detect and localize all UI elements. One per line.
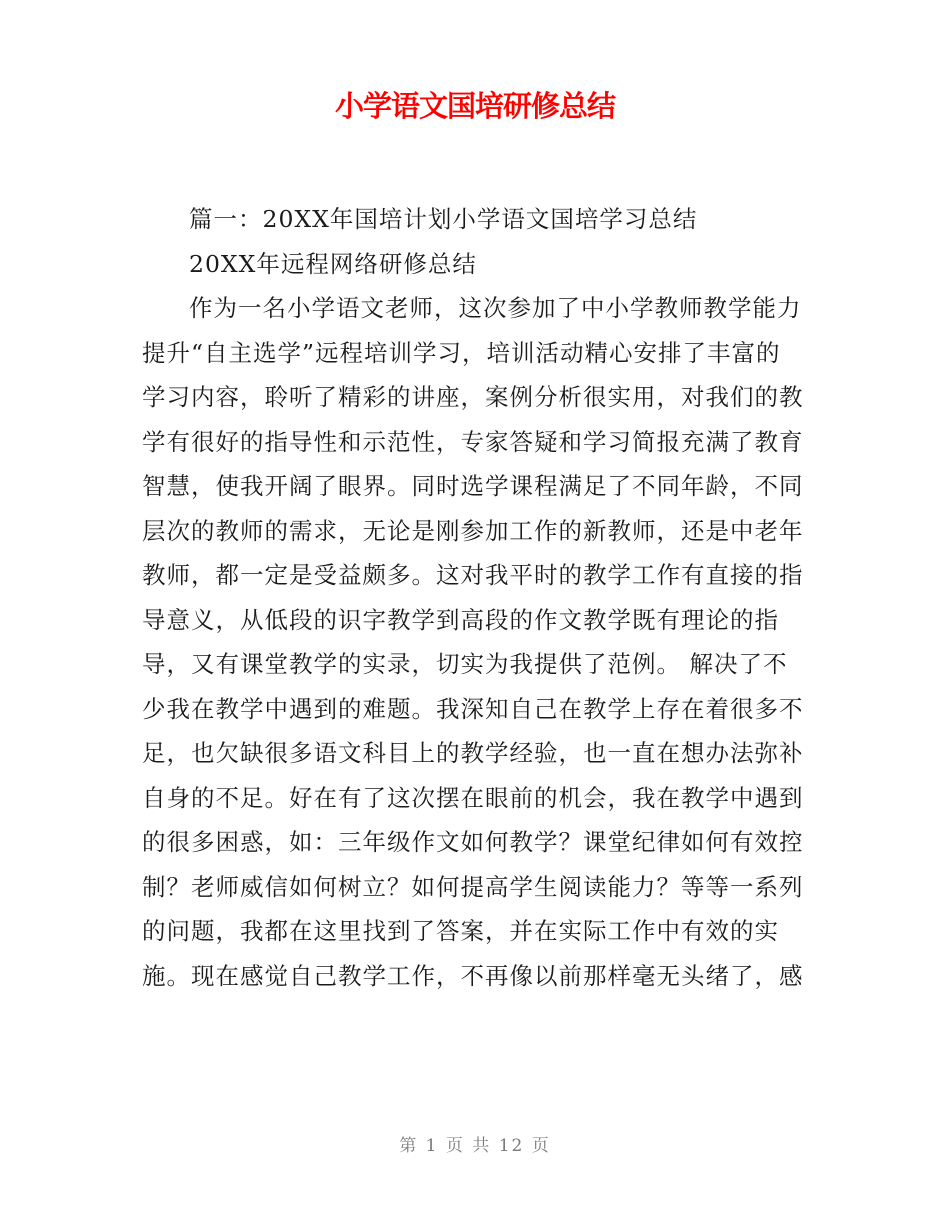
paragraph-line: 少我在教学中遇到的难题。我深知自己在教学上存在着很多不: [142, 694, 804, 723]
paragraph-line: 作为一名小学语文老师，这次参加了中小学教师教学能力: [189, 294, 802, 322]
paragraph-line: 的很多困惑，如：三年级作文如何教学？课堂纪律如何有效控: [142, 828, 804, 856]
paragraph-line: 学习内容，聆听了精彩的讲座，案例分析很实用，对我们的教: [142, 383, 804, 411]
paragraph-line: 施。现在感觉自己教学工作，不再像以前那样毫无头绪了，感: [142, 961, 804, 990]
paragraph-line: 导，又有课堂教学的实录，切实为我提供了范例。 解决了不: [142, 650, 788, 678]
paragraph-line: 智慧，使我开阔了眼界。同时选学课程满足了不同年龄，不同: [142, 472, 804, 500]
document-body: [142, 197, 810, 998]
paragraph-line: 导意义，从低段的识字教学到高段的作文教学既有理论的指: [142, 605, 779, 634]
paragraph-line: 学有很好的指导性和示范性，专家答疑和学习简报充满了教育: [142, 427, 804, 456]
section-heading: 篇一：20XX年国培计划小学语文国培学习总结: [189, 205, 698, 233]
paragraph-line: 层次的教师的需求，无论是刚参加工作的新教师，还是中老年: [142, 516, 804, 545]
paragraph-line: 自身的不足。好在有了这次摆在眼前的机会，我在教学中遇到: [142, 783, 804, 812]
document-title: 小学语文国培研修总结: [334, 89, 615, 123]
paragraph-line: 的问题，我都在这里找到了答案，并在实际工作中有效的实: [142, 917, 779, 945]
paragraph-line: 提升“自主选学”远程培训学习，培训活动精心安排了丰富的: [142, 338, 781, 367]
page-number-footer: 第 1 页 共 12 页: [399, 1136, 551, 1156]
paragraph-line: 教师，都一定是受益颇多。这对我平时的教学工作有直接的指: [142, 561, 804, 589]
paragraph-line: 制？老师威信如何树立？如何提高学生阅读能力？等等一系列: [142, 872, 804, 901]
paragraph-line: 足，也欠缺很多语文科目上的教学经验，也一直在想办法弥补: [142, 739, 804, 767]
subsection-heading: 20XX年远程网络研修总结: [189, 249, 477, 278]
